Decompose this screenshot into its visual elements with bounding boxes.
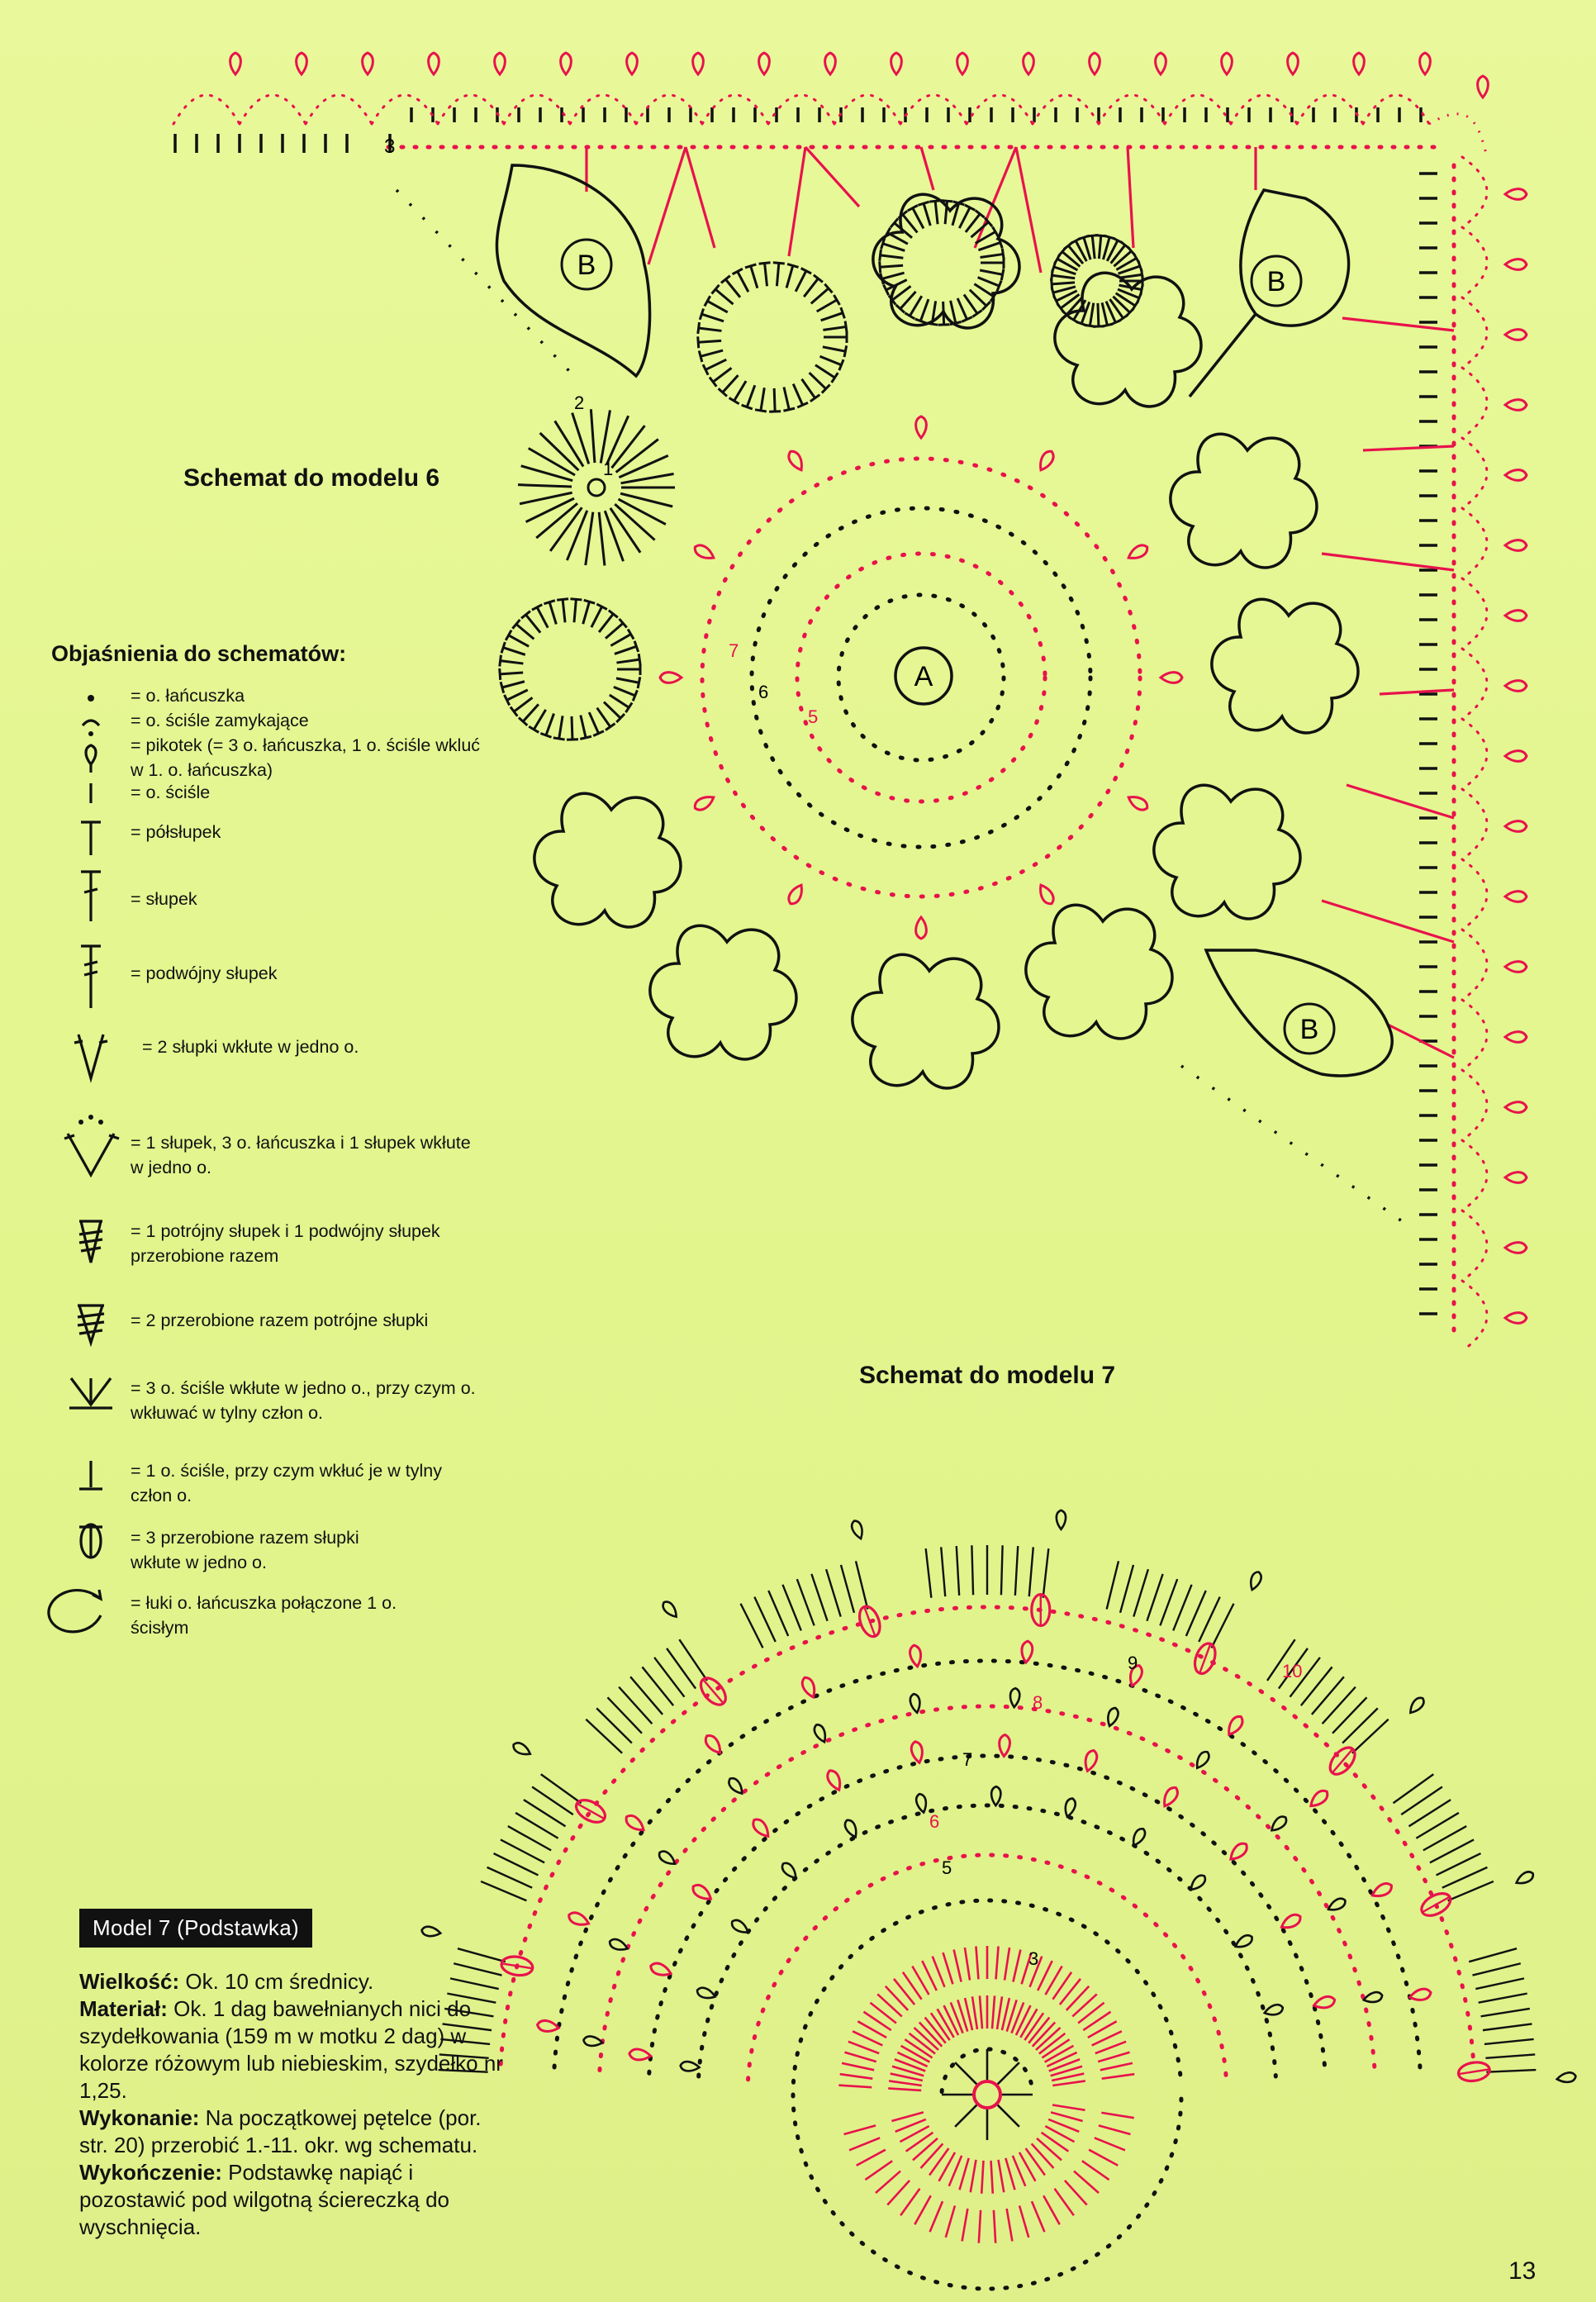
m7-round-9: 9 [1128,1653,1138,1673]
round-6-label: 6 [758,682,769,702]
legend-item-arc: = łuki o. łańcuszka połączone 1 o. ścisłym [131,1593,397,1638]
page-number: 13 [1508,2257,1537,2285]
model7-execution: Wykonanie: Na początkowej pętelce (por. str. 20) przerobić 1.-11. okr. wg schematu. [79,2105,482,2157]
label-b-1: B [577,250,596,281]
label-b-3: B [1299,1014,1319,1045]
legend-item-cluster2: = 2 przerobione razem potrójne słupki [131,1310,429,1330]
round-5-label: 5 [808,706,819,727]
legend-item-2dc: = 2 słupki wkłute w jedno o. [142,1037,359,1057]
model7-title-box: Model 7 (Podstawka) [79,1909,312,1948]
m7-round-7: 7 [962,1749,973,1770]
legend-item-slip: = o. ściśle zamykające [131,711,309,730]
legend-item-hdc: = półsłupek [131,822,221,842]
m7-round-8: 8 [1033,1692,1043,1713]
dot-icon [88,695,94,702]
legend-heading: Objaśnienia do schematów: [51,641,347,666]
legend-item-cluster1: = 1 potrójny słupek i 1 podwójny słupek przerobione razem [131,1221,440,1266]
round-1-label: 1 [603,459,614,479]
model6-stitch-rings [500,201,1143,740]
three-sc-same-icon [69,1378,112,1408]
m7-round-3: 3 [1028,1948,1039,1969]
legend-item-bobble: = 3 przerobione razem słupki wkłute w jedno o. [131,1528,359,1572]
round-3-label: 3 [384,136,396,158]
picot-icon [86,745,96,773]
model7-finishing: Wykończenie: Podstawkę napiąć i pozostawić pod wilgotną ściereczką do wyschnięcia. [79,2160,450,2239]
legend-item-3sc: = 3 o. ściśle wkłute w jedno o., przy czym o. wkłuwać w tylny człon o. [131,1378,476,1423]
double-crochet-icon [81,872,101,921]
v-stitch-icon [64,1115,119,1175]
label-a: A [914,661,933,692]
bobble-icon [79,1524,102,1558]
model7-description [79,1968,509,2241]
round-2-label: 2 [574,392,585,413]
diagram6-title: Schemat do modelu 6 [183,464,440,492]
cluster-triple-double-icon [79,1221,102,1263]
m7-round-10: 10 [1282,1661,1303,1681]
legend-item-tr: = podwójny słupek [131,963,278,983]
model7-material: Materiał: Ok. 1 dag bawełnianych nici do szydełkowania (159 m w motku 2 dag) w kolorze różowym lub niebieskim, szydełko nr 1,25. [79,1996,503,2103]
treble-icon [81,946,101,1008]
back-loop-sc-icon [79,1461,102,1489]
model6-leaves [496,165,1392,1076]
legend-symbols [49,695,119,1632]
legend-item-chain: = o. łańcuszka [131,686,245,706]
motif-a [660,416,1182,939]
legend-item-backloop: = 1 o. ściśle, przy czym wkłuć je w tylny człon o. [131,1461,442,1505]
slip-stitch-icon [83,721,99,736]
diagram7-title: Schemat do modelu 7 [859,1362,1116,1389]
model7-size: Wielkość: Ok. 10 cm średnicy. [79,1969,374,1994]
legend-item-vstitch: = 1 słupek, 3 o. łańcuszka i 1 słupek wkłute w jedno o. [131,1133,471,1177]
legend-item-sc: = o. ściśle [131,782,211,802]
model7-round-labels [929,1653,1302,1969]
small-star-motif [384,136,675,565]
model7-diagram [421,1510,1577,2289]
half-double-icon [81,822,101,855]
two-dc-same-stitch-icon [74,1034,107,1078]
model6-flowers [534,194,1358,1088]
round-7-label: 7 [729,640,739,661]
m7-round-5: 5 [942,1857,952,1878]
label-b-2: B [1266,266,1286,297]
chain-arc-icon [49,1590,101,1632]
cluster-two-triple-icon [78,1306,104,1343]
legend-item-picot: = pikotek (= 3 o. łańcuszka, 1 o. ściśle wkluć w 1. o. łańcuszka) [131,735,481,780]
legend-item-dc: = słupek [131,889,197,909]
m7-round-6: 6 [929,1811,940,1832]
